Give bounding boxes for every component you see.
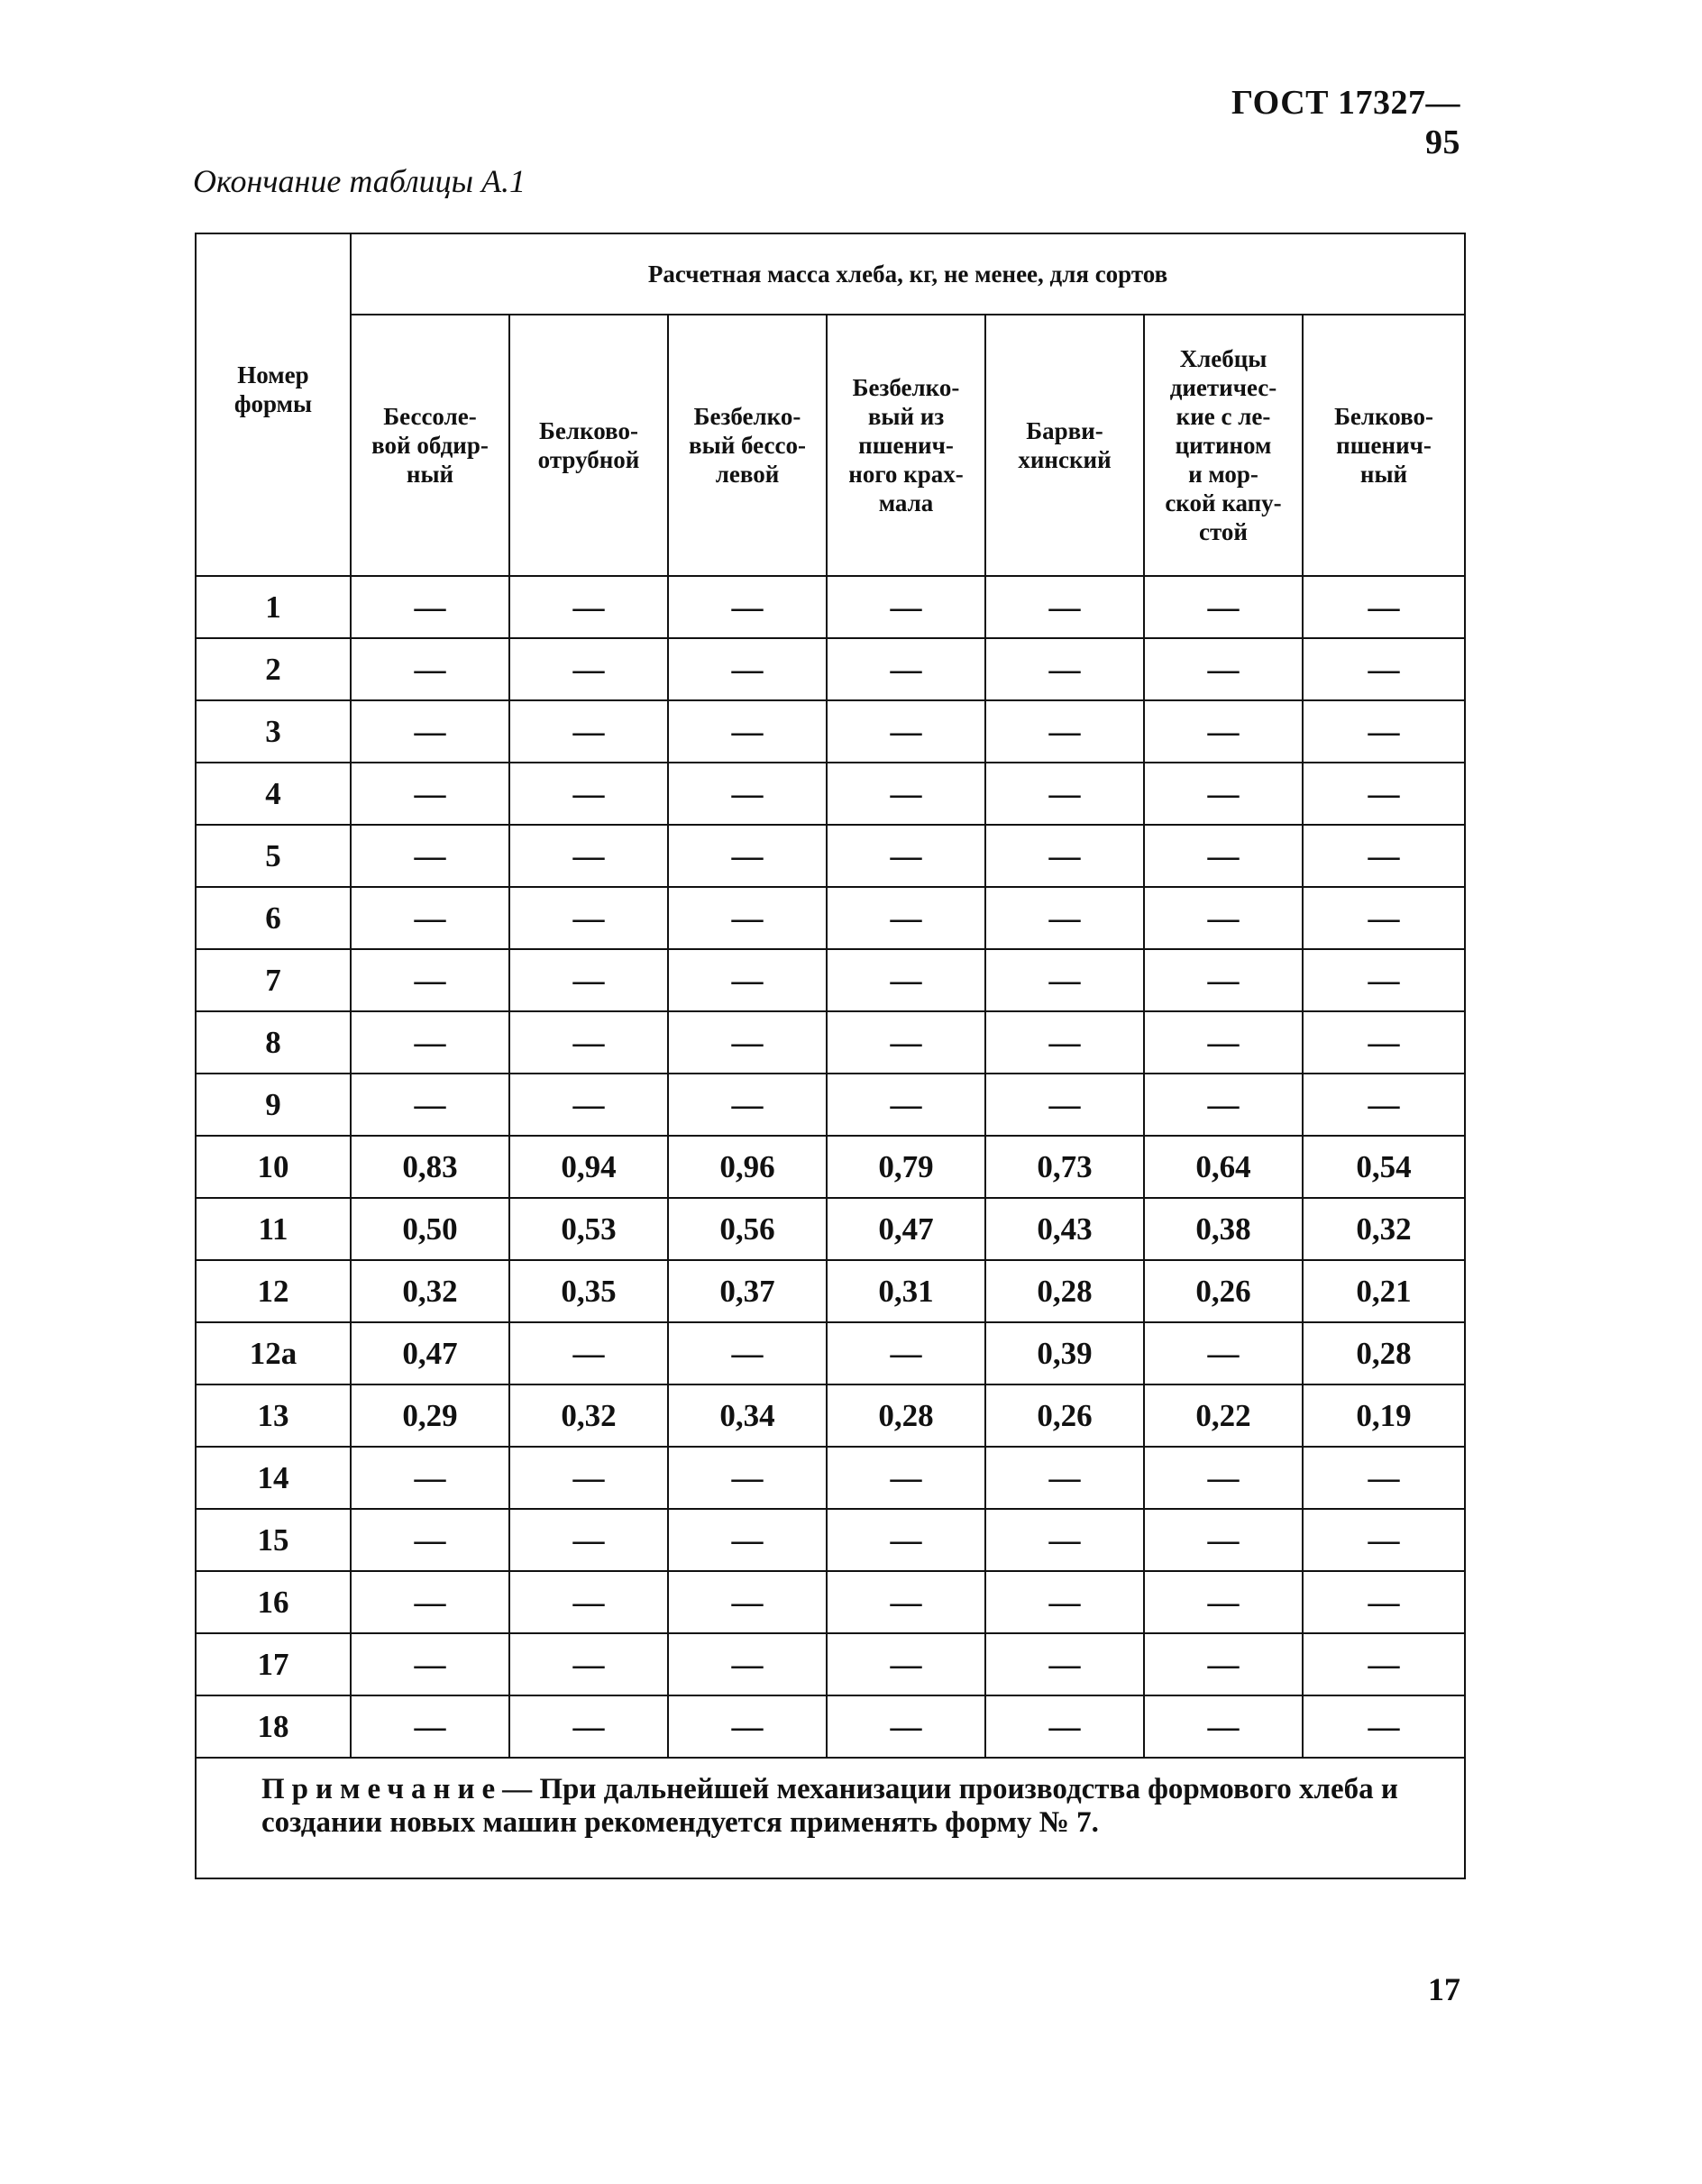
mass-value-cell: — (1144, 1074, 1303, 1136)
table-row (196, 700, 1465, 763)
mass-value-cell: — (827, 1322, 985, 1384)
mass-value-cell: — (668, 1447, 827, 1509)
mass-value-cell: 0,50 (351, 1198, 509, 1260)
mass-value-cell: — (827, 638, 985, 700)
mass-value-cell: — (1303, 887, 1465, 949)
form-number-cell: 2 (196, 638, 351, 700)
mass-value-cell: 0,56 (668, 1198, 827, 1260)
mass-value-cell: — (1303, 700, 1465, 763)
mass-value-cell: — (1144, 700, 1303, 763)
mass-value-cell: — (1144, 887, 1303, 949)
mass-value-cell: — (351, 1509, 509, 1571)
mass-value-cell: — (985, 1011, 1144, 1074)
column-header: Бессоле- вой обдир- ный (351, 315, 509, 576)
mass-value-cell: — (351, 1447, 509, 1509)
mass-value-cell: 0,34 (668, 1384, 827, 1447)
form-number-cell: 3 (196, 700, 351, 763)
mass-value-cell: 0,32 (351, 1260, 509, 1322)
mass-value-cell: — (509, 638, 668, 700)
column-header: Белково- пшенич- ный (1303, 315, 1465, 576)
mass-value-cell: 0,26 (985, 1384, 1144, 1447)
mass-value-cell: — (351, 887, 509, 949)
mass-value-cell: — (1144, 1322, 1303, 1384)
mass-value-cell: — (509, 1322, 668, 1384)
mass-value-cell: — (985, 1695, 1144, 1758)
mass-value-cell: — (1303, 1571, 1465, 1633)
form-number-cell: 5 (196, 825, 351, 887)
mass-value-cell: 0,32 (1303, 1198, 1465, 1260)
mass-value-cell: — (509, 1571, 668, 1633)
table-row (196, 887, 1465, 949)
mass-value-cell: — (827, 763, 985, 825)
table-row (196, 1633, 1465, 1695)
mass-value-cell: — (509, 1447, 668, 1509)
mass-value-cell: — (827, 1633, 985, 1695)
mass-value-cell: — (351, 1571, 509, 1633)
mass-value-cell: — (1303, 638, 1465, 700)
form-number-cell: 1 (196, 576, 351, 638)
table-row (196, 825, 1465, 887)
mass-value-cell: — (1303, 1447, 1465, 1509)
mass-value-cell: 0,54 (1303, 1136, 1465, 1198)
document-code: ГОСТ 17327—95 (1231, 84, 1460, 161)
form-number-cell: 9 (196, 1074, 351, 1136)
form-number-cell: 13 (196, 1384, 351, 1447)
group-header: Расчетная масса хлеба, кг, не менее, для сортов (351, 233, 1465, 315)
mass-value-cell: — (827, 1074, 985, 1136)
mass-value-cell: — (509, 1695, 668, 1758)
mass-value-cell: — (351, 576, 509, 638)
mass-value-cell: — (509, 949, 668, 1011)
mass-value-cell: — (985, 1571, 1144, 1633)
mass-value-cell: — (1303, 825, 1465, 887)
mass-value-cell: 0,64 (1144, 1136, 1303, 1198)
mass-value-cell: — (509, 825, 668, 887)
table-row (196, 1509, 1465, 1571)
mass-value-cell: — (985, 1633, 1144, 1695)
mass-value-cell: — (1144, 1011, 1303, 1074)
mass-value-cell: — (1144, 1571, 1303, 1633)
column-header: Хлебцы диетичес- кие с ле- цитином и мор- ской капу- стой (1144, 315, 1303, 576)
note-label: Примечание (261, 1773, 503, 1805)
mass-value-cell: — (985, 825, 1144, 887)
mass-value-cell: — (668, 576, 827, 638)
table-row (196, 1695, 1465, 1758)
mass-value-cell: — (668, 1633, 827, 1695)
mass-value-cell: — (1144, 949, 1303, 1011)
mass-value-cell: — (351, 700, 509, 763)
mass-value-cell: — (351, 1011, 509, 1074)
table-caption: Окончание таблицы А.1 (193, 163, 526, 199)
mass-value-cell: — (668, 700, 827, 763)
column-header: Безбелко- вый из пшенич- ного крах- мала (827, 315, 985, 576)
mass-value-cell: — (1144, 1695, 1303, 1758)
mass-value-cell: — (351, 949, 509, 1011)
mass-value-cell: — (1144, 576, 1303, 638)
form-number-cell: 11 (196, 1198, 351, 1260)
mass-value-cell: — (509, 887, 668, 949)
mass-value-cell: — (827, 1011, 985, 1074)
mass-value-cell: — (509, 1509, 668, 1571)
mass-value-cell: 0,22 (1144, 1384, 1303, 1447)
table-row (196, 1136, 1465, 1198)
mass-value-cell: — (1303, 1695, 1465, 1758)
mass-value-cell: 0,79 (827, 1136, 985, 1198)
mass-value-cell: 0,28 (827, 1384, 985, 1447)
mass-value-cell: — (827, 887, 985, 949)
mass-value-cell: — (668, 1011, 827, 1074)
mass-value-cell: 0,32 (509, 1384, 668, 1447)
form-number-cell: 8 (196, 1011, 351, 1074)
mass-value-cell: — (351, 638, 509, 700)
form-number-cell: 16 (196, 1571, 351, 1633)
mass-value-cell: — (985, 1447, 1144, 1509)
mass-value-cell: — (1303, 949, 1465, 1011)
mass-value-cell: — (351, 1074, 509, 1136)
table-row (196, 576, 1465, 638)
table-row (196, 1322, 1465, 1384)
mass-value-cell: — (509, 1011, 668, 1074)
mass-value-cell: — (509, 1074, 668, 1136)
mass-value-cell: 0,96 (668, 1136, 827, 1198)
mass-value-cell: — (827, 576, 985, 638)
mass-value-cell: — (985, 949, 1144, 1011)
mass-value-cell: 0,21 (1303, 1260, 1465, 1322)
mass-value-cell: 0,28 (985, 1260, 1144, 1322)
table-row (196, 1447, 1465, 1509)
form-number-header: Номер формы (196, 233, 351, 576)
mass-value-cell: — (509, 700, 668, 763)
mass-value-cell: — (827, 1695, 985, 1758)
table-row (196, 949, 1465, 1011)
mass-value-cell: — (985, 638, 1144, 700)
mass-value-cell: — (509, 1633, 668, 1695)
mass-value-cell: — (351, 825, 509, 887)
mass-value-cell: — (827, 1571, 985, 1633)
form-number-cell: 4 (196, 763, 351, 825)
column-header: Безбелко- вый бессо- левой (668, 315, 827, 576)
mass-value-cell: 0,47 (351, 1322, 509, 1384)
mass-value-cell: — (351, 763, 509, 825)
form-number-cell: 12а (196, 1322, 351, 1384)
mass-value-cell: — (985, 887, 1144, 949)
mass-value-cell: — (668, 825, 827, 887)
mass-value-cell: — (668, 1571, 827, 1633)
column-header: Белково- отрубной (509, 315, 668, 576)
table-note (196, 1758, 1465, 1878)
table-row (196, 1571, 1465, 1633)
mass-value-cell: — (668, 949, 827, 1011)
form-number-cell: 15 (196, 1509, 351, 1571)
mass-value-cell: — (827, 1509, 985, 1571)
mass-value-cell: — (668, 763, 827, 825)
mass-value-cell: 0,53 (509, 1198, 668, 1260)
form-number-cell: 17 (196, 1633, 351, 1695)
mass-value-cell: — (985, 1074, 1144, 1136)
table-row (196, 1198, 1465, 1260)
mass-value-cell: 0,26 (1144, 1260, 1303, 1322)
mass-value-cell: 0,94 (509, 1136, 668, 1198)
mass-value-cell: 0,73 (985, 1136, 1144, 1198)
mass-value-cell: — (668, 1074, 827, 1136)
mass-value-cell: 0,39 (985, 1322, 1144, 1384)
mass-value-cell: — (985, 763, 1144, 825)
table-row (196, 638, 1465, 700)
form-number-cell: 6 (196, 887, 351, 949)
table-row (196, 763, 1465, 825)
mass-value-cell: 0,37 (668, 1260, 827, 1322)
mass-value-cell: — (668, 1695, 827, 1758)
mass-value-cell: — (668, 638, 827, 700)
table-row (196, 1074, 1465, 1136)
form-number-cell: 18 (196, 1695, 351, 1758)
mass-value-cell: — (1144, 825, 1303, 887)
form-number-cell: 7 (196, 949, 351, 1011)
mass-value-cell: — (1144, 1447, 1303, 1509)
mass-value-cell: — (509, 763, 668, 825)
mass-value-cell: — (827, 700, 985, 763)
mass-value-cell: — (351, 1695, 509, 1758)
mass-value-cell: 0,29 (351, 1384, 509, 1447)
mass-value-cell: 0,31 (827, 1260, 985, 1322)
mass-value-cell: — (668, 887, 827, 949)
mass-value-cell: — (1303, 763, 1465, 825)
mass-value-cell: 0,19 (1303, 1384, 1465, 1447)
mass-value-cell: — (985, 576, 1144, 638)
mass-value-cell: 0,28 (1303, 1322, 1465, 1384)
table-row (196, 1011, 1465, 1074)
mass-value-cell: — (1144, 1509, 1303, 1571)
form-number-cell: 10 (196, 1136, 351, 1198)
mass-value-cell: — (1144, 1633, 1303, 1695)
note-text: — При дальнейшей механизации производства формового хлеба и создании новых машин рекомендуется применять форму № 7. (261, 1773, 1398, 1839)
table-row (196, 1384, 1465, 1447)
mass-value-cell: — (827, 825, 985, 887)
mass-value-cell: — (985, 700, 1144, 763)
column-header: Барви- хинский (985, 315, 1144, 576)
mass-value-cell: 0,35 (509, 1260, 668, 1322)
mass-value-cell: — (509, 576, 668, 638)
mass-value-cell: — (1303, 1011, 1465, 1074)
mass-value-cell: — (1144, 638, 1303, 700)
mass-value-cell: 0,83 (351, 1136, 509, 1198)
table-row (196, 1260, 1465, 1322)
bread-mass-table (195, 233, 1466, 1879)
mass-value-cell: — (1303, 1074, 1465, 1136)
mass-value-cell: — (1303, 1509, 1465, 1571)
mass-value-cell: — (668, 1509, 827, 1571)
mass-value-cell: — (668, 1322, 827, 1384)
mass-value-cell: 0,47 (827, 1198, 985, 1260)
mass-value-cell: — (1303, 1633, 1465, 1695)
form-number-cell: 12 (196, 1260, 351, 1322)
mass-value-cell: — (827, 949, 985, 1011)
mass-value-cell: — (351, 1633, 509, 1695)
mass-value-cell: — (1144, 763, 1303, 825)
mass-value-cell: 0,43 (985, 1198, 1144, 1260)
mass-value-cell: — (1303, 576, 1465, 638)
mass-value-cell: 0,38 (1144, 1198, 1303, 1260)
page-number: 17 (1428, 1971, 1460, 2007)
mass-value-cell: — (827, 1447, 985, 1509)
mass-value-cell: — (985, 1509, 1144, 1571)
form-number-cell: 14 (196, 1447, 351, 1509)
